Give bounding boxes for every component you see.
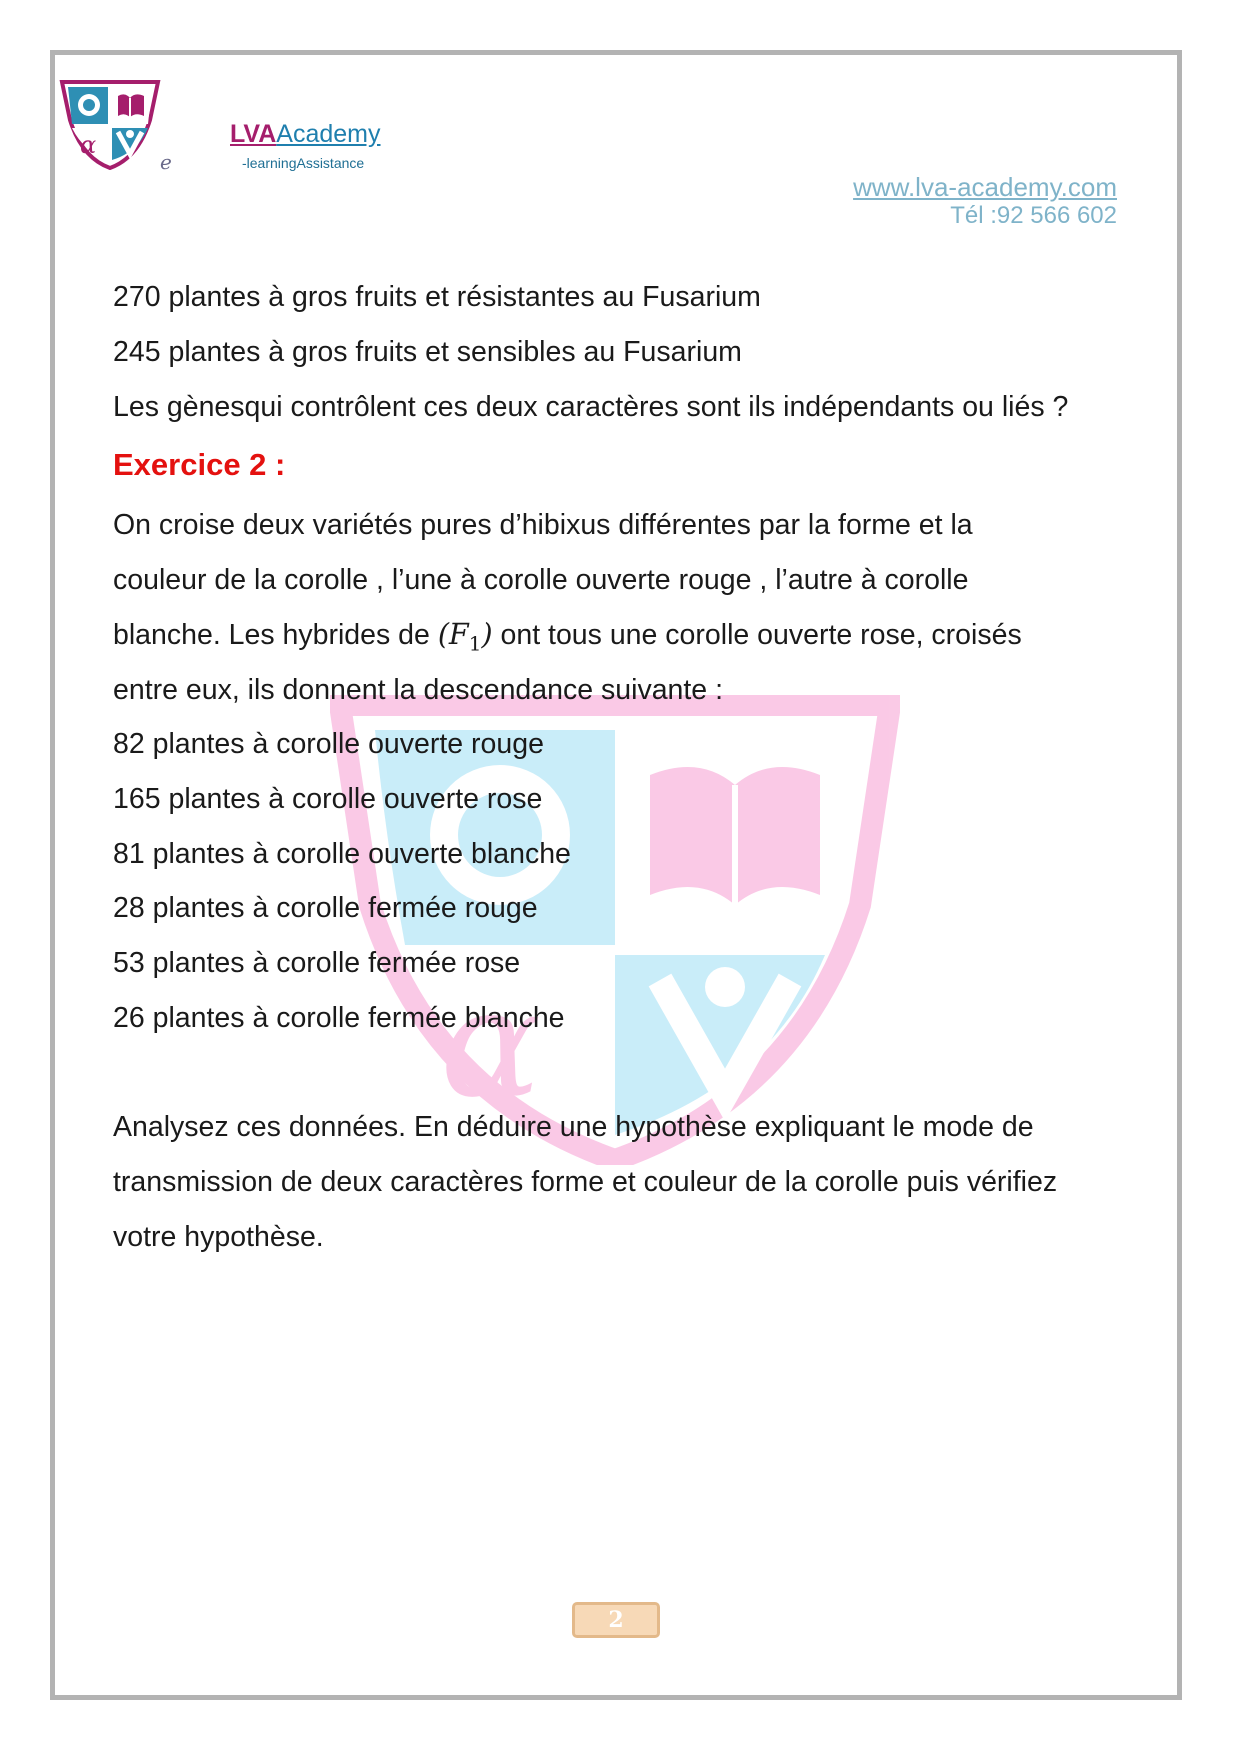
page-number: 2: [572, 1602, 660, 1638]
logo-letter: e: [160, 150, 172, 174]
svg-text:α: α: [80, 131, 97, 159]
descendant-item: 26 plantes à corolle fermée blanche: [113, 1002, 565, 1034]
question-line-2: transmission de deux caractères forme et couleur de la corolle puis vérifiez: [113, 1166, 1058, 1198]
watermark-shield-icon: [330, 695, 900, 1165]
brand-academy: Academy: [276, 120, 381, 148]
intro-line-2: 245 plantes à gros fruits et sensibles au Fusarium: [113, 336, 742, 368]
paragraph-line-2: couleur de la corolle , l’une à corolle ouverte rouge , l’autre à corolle: [113, 564, 969, 596]
descendant-item: 81 plantes à corolle ouverte blanche: [113, 838, 571, 870]
descendant-item: 82 plantes à corolle ouverte rouge: [113, 728, 544, 760]
paragraph-line-4: entre eux, ils donnent la descendance suivante :: [113, 674, 723, 706]
intro-line-1: 270 plantes à gros fruits et résistantes au Fusarium: [113, 281, 761, 313]
phone-number: Tél :92 566 602: [950, 202, 1117, 229]
f1-notation: [437, 618, 493, 656]
brand-lva: LVA: [230, 120, 277, 148]
brand-tagline: -learningAssistance: [242, 155, 365, 171]
brand-name: [230, 120, 381, 149]
paragraph-line-1: On croise deux variétés pures d’hibixus différentes par la forme et la: [113, 509, 973, 541]
paragraph-line-3-start: blanche. Les hybrides de: [113, 619, 430, 651]
descendant-item: 53 plantes à corolle fermée rose: [113, 947, 521, 979]
question-line-1: Analysez ces données. En déduire une hypothèse expliquant le mode de: [113, 1111, 1034, 1143]
f1-subscript: 1: [468, 631, 482, 656]
question-line-3: votre hypothèse.: [113, 1221, 324, 1253]
website-link[interactable]: www.lva-academy.com: [853, 172, 1117, 202]
svg-text:α: α: [440, 957, 542, 1131]
paragraph-line-3: [113, 620, 1022, 659]
f1-open: (F: [437, 618, 469, 651]
lva-logo-icon: [58, 80, 162, 170]
intro-question: Les gènesqui contrôlent ces deux caractères sont ils indépendants ou liés ?: [113, 391, 1069, 423]
paragraph-line-3-end: ont tous une corolle ouverte rose, croisés: [500, 619, 1022, 651]
descendant-item: 165 plantes à corolle ouverte rose: [113, 783, 543, 815]
descendant-item: 28 plantes à corolle fermée rouge: [113, 892, 538, 924]
f1-close: ): [481, 618, 493, 651]
exercise-title: Exercice 2 :: [113, 447, 286, 482]
